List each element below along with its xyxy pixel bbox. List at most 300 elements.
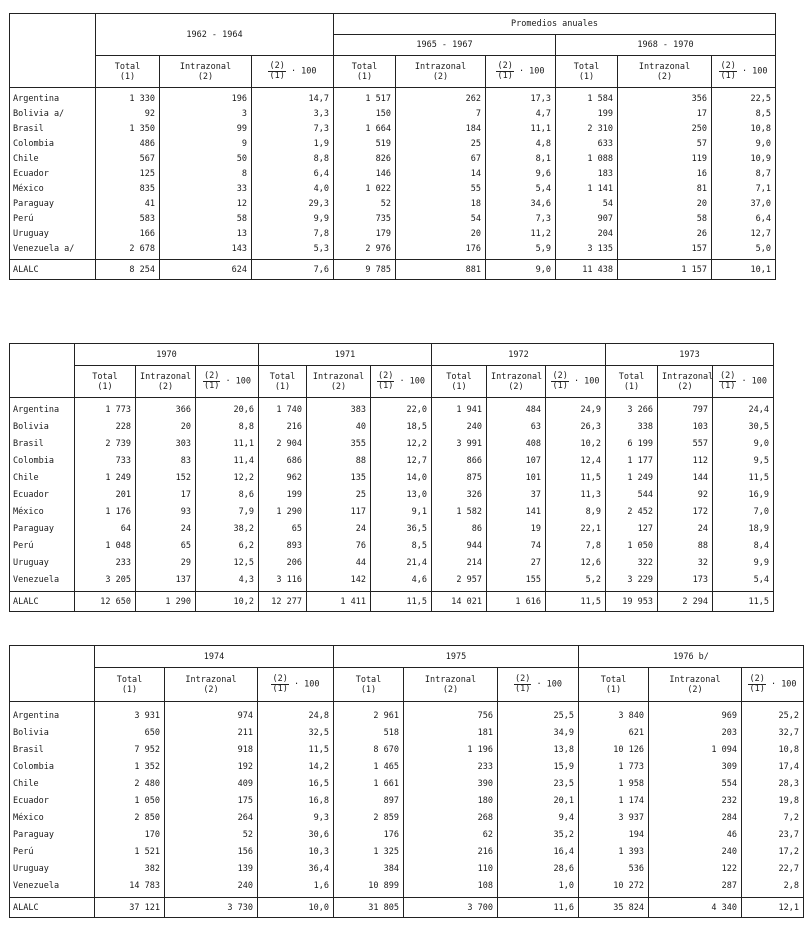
column-header	[618, 56, 712, 88]
table-cell: 8,7	[712, 167, 776, 182]
table-cell: 86	[432, 521, 487, 538]
table-cell: 5,4	[486, 182, 556, 197]
period-header: 1971	[259, 344, 432, 366]
table-cell: 9,3	[258, 810, 334, 827]
table-cell: 18,9	[713, 521, 774, 538]
table-cell: 5,4	[713, 572, 774, 589]
table-cell: 22,0	[371, 402, 432, 419]
table-cell: 58	[618, 212, 712, 227]
row-label: Perú	[10, 538, 75, 555]
table-cell: 14,0	[371, 470, 432, 487]
table-cell: 11,2	[486, 227, 556, 242]
ratio-denominator: (1)	[719, 381, 736, 391]
table-cell: 3 840	[579, 708, 649, 725]
table-cell: 33	[160, 182, 252, 197]
table-cell: 284	[649, 810, 742, 827]
column-header	[396, 56, 486, 88]
ratio-numerator: (2)	[377, 371, 394, 381]
ratio-suffix: · 100	[293, 679, 320, 690]
table-row	[10, 810, 804, 827]
table-cell: 50	[160, 152, 252, 167]
table-cell: 8,8	[252, 152, 334, 167]
table-cell: 26	[618, 227, 712, 242]
table-row	[10, 538, 774, 555]
table-cell: 10,2	[546, 436, 606, 453]
table-cell: 303	[136, 436, 196, 453]
table-cell: 3,3	[252, 107, 334, 122]
table-cell: 7,9	[196, 504, 259, 521]
column-header-number: (2)	[442, 684, 459, 695]
total-cell: 31 805	[334, 898, 404, 918]
table-cell: 8 670	[334, 742, 404, 759]
table-cell: 11,1	[486, 122, 556, 137]
table-cell: 199	[259, 487, 307, 504]
table-row	[10, 742, 804, 759]
column-header	[334, 56, 396, 88]
table-row	[10, 504, 774, 521]
table-cell: 3 991	[432, 436, 487, 453]
column-header-label: Total	[92, 371, 118, 382]
table-cell: 1 088	[556, 152, 618, 167]
table-cell: 3 931	[95, 708, 165, 725]
table-cell: 944	[432, 538, 487, 555]
table-cell: 797	[658, 402, 713, 419]
column-header-number: (2)	[687, 684, 703, 695]
table-cell: 907	[556, 212, 618, 227]
table-cell: 62	[404, 827, 498, 844]
table-cell: 13,8	[498, 742, 579, 759]
table-cell: 7,2	[742, 810, 804, 827]
total-cell: 11,6	[498, 898, 579, 918]
table-cell: 10,8	[742, 742, 804, 759]
table-cell: 143	[160, 242, 252, 257]
table-cell: 1 521	[95, 844, 165, 861]
total-cell: 1 616	[487, 592, 546, 612]
table-cell: 1 941	[432, 402, 487, 419]
table-cell: 1 584	[556, 92, 618, 107]
table-cell: 974	[165, 708, 258, 725]
row-label: Argentina	[10, 708, 95, 725]
column-header	[713, 366, 774, 398]
table-row	[10, 182, 776, 197]
period-header: 1965 - 1967	[334, 35, 556, 56]
row-label: Brasil	[10, 742, 95, 759]
table-cell: 484	[487, 402, 546, 419]
ratio-fraction	[719, 62, 736, 81]
table-cell: 3	[160, 107, 252, 122]
table-cell: 9,5	[713, 453, 774, 470]
table-cell: 16,8	[258, 793, 334, 810]
column-header-label: Total	[618, 371, 645, 382]
table-cell: 14,7	[252, 92, 334, 107]
table-cell: 107	[487, 453, 546, 470]
table-cell: 264	[165, 810, 258, 827]
table-cell: 9,4	[498, 810, 579, 827]
table-cell: 183	[556, 167, 618, 182]
ratio-suffix: · 100	[741, 376, 768, 387]
table-cell: 1 177	[606, 453, 658, 470]
row-label: Paraguay	[10, 197, 96, 212]
total-cell: 1 157	[618, 260, 712, 280]
table-cell: 918	[165, 742, 258, 759]
ratio-numerator: (2)	[272, 674, 288, 684]
table-cell: 34,6	[486, 197, 556, 212]
table-cell: 206	[259, 555, 307, 572]
table-cell: 1 050	[95, 793, 165, 810]
table-cell: 1 290	[259, 504, 307, 521]
table-cell: 10,8	[712, 122, 776, 137]
table-cell: 969	[649, 708, 742, 725]
total-cell: 881	[396, 260, 486, 280]
table-cell: 6,4	[252, 167, 334, 182]
table-cell: 144	[658, 470, 713, 487]
column-header-number: (1)	[356, 71, 373, 82]
column-header-label: Total	[355, 674, 382, 685]
table-cell: 409	[165, 776, 258, 793]
table-cell: 835	[96, 182, 160, 197]
table-cell: 30,6	[258, 827, 334, 844]
table-cell: 1 661	[334, 776, 404, 793]
table-cell: 366	[136, 402, 196, 419]
table-cell: 9,9	[252, 212, 334, 227]
total-cell: 11,5	[713, 592, 774, 612]
table-cell: 83	[136, 453, 196, 470]
table-cell: 117	[307, 504, 371, 521]
table-cell: 172	[658, 504, 713, 521]
table-cell: 383	[307, 402, 371, 419]
table-cell: 16	[618, 167, 712, 182]
table-cell: 44	[307, 555, 371, 572]
column-header-number: (2)	[677, 381, 693, 392]
total-cell: 35 824	[579, 898, 649, 918]
total-label: ALALC	[10, 260, 96, 280]
table-cell: 150	[334, 107, 396, 122]
table-cell: 12,7	[371, 453, 432, 470]
table-cell: 103	[658, 419, 713, 436]
table-cell: 650	[95, 725, 165, 742]
table-cell: 5,9	[486, 242, 556, 257]
table-cell: 2 961	[334, 708, 404, 725]
total-cell: 1 290	[136, 592, 196, 612]
row-label: Brasil	[10, 436, 75, 453]
total-cell: 19 953	[606, 592, 658, 612]
table-cell: 536	[579, 861, 649, 878]
ratio-numerator: (2)	[552, 371, 568, 381]
table-cell: 20	[618, 197, 712, 212]
table-cell: 194	[579, 827, 649, 844]
table-cell: 16,9	[713, 487, 774, 504]
table-cell: 35,2	[498, 827, 579, 844]
table-cell: 567	[96, 152, 160, 167]
period-header: 1972	[432, 344, 606, 366]
table-cell: 1 196	[404, 742, 498, 759]
table-cell: 6,2	[196, 538, 259, 555]
table-cell: 554	[649, 776, 742, 793]
table-cell: 176	[396, 242, 486, 257]
table-row	[10, 122, 776, 137]
table-cell: 735	[334, 212, 396, 227]
row-label: Paraguay	[10, 521, 75, 538]
table-cell: 137	[136, 572, 196, 589]
table-row	[10, 197, 776, 212]
total-cell: 10,2	[196, 592, 259, 612]
table-cell: 390	[404, 776, 498, 793]
total-cell: 11,5	[371, 592, 432, 612]
table-cell: 15,9	[498, 759, 579, 776]
row-label: Perú	[10, 844, 95, 861]
total-row	[10, 260, 776, 280]
table-cell: 67	[396, 152, 486, 167]
column-header	[579, 668, 649, 702]
total-cell: 12 650	[75, 592, 136, 612]
table-cell: 1 249	[75, 470, 136, 487]
table-cell: 201	[75, 487, 136, 504]
column-header-number: (1)	[451, 381, 467, 392]
table-cell: 23,5	[498, 776, 579, 793]
table-cell: 621	[579, 725, 649, 742]
row-label: Ecuador	[10, 793, 95, 810]
period-header: 1968 - 1970	[556, 35, 776, 56]
table-cell: 203	[649, 725, 742, 742]
table-row	[10, 137, 776, 152]
table-cell: 519	[334, 137, 396, 152]
column-header-label: Intrazonal	[491, 371, 543, 382]
table-cell: 6 199	[606, 436, 658, 453]
total-cell: 14 021	[432, 592, 487, 612]
table-cell: 54	[556, 197, 618, 212]
table-cell: 30,5	[713, 419, 774, 436]
table-cell: 157	[618, 242, 712, 257]
table-cell: 10,9	[712, 152, 776, 167]
table-cell: 1 352	[95, 759, 165, 776]
table-cell: 8,8	[196, 419, 259, 436]
table-cell: 26,3	[546, 419, 606, 436]
total-cell: 10,1	[712, 260, 776, 280]
column-header-label: Intrazonal	[424, 674, 477, 685]
column-header-label: Intrazonal	[185, 674, 237, 685]
table-cell: 99	[160, 122, 252, 137]
column-header	[136, 366, 196, 398]
column-header-label: Intrazonal	[179, 61, 232, 72]
table-cell: 3 116	[259, 572, 307, 589]
table-cell: 287	[649, 878, 742, 895]
table-cell: 108	[404, 878, 498, 895]
table-cell: 583	[96, 212, 160, 227]
table-cell: 6,4	[712, 212, 776, 227]
column-header-number: (2)	[330, 381, 347, 392]
table-cell: 12,7	[712, 227, 776, 242]
table-cell: 180	[404, 793, 498, 810]
total-cell: 1 411	[307, 592, 371, 612]
column-header-number: (1)	[121, 684, 138, 695]
row-label: Venezuela	[10, 878, 95, 895]
row-label: Ecuador	[10, 487, 75, 504]
ratio-denominator: (1)	[203, 381, 220, 391]
period-header: 1976 b/	[579, 646, 804, 668]
table-cell: 893	[259, 538, 307, 555]
table-cell: 216	[404, 844, 498, 861]
table-cell: 4,3	[196, 572, 259, 589]
table-cell: 8	[160, 167, 252, 182]
table-cell: 14 783	[95, 878, 165, 895]
table-row	[10, 419, 774, 436]
table-cell: 74	[487, 538, 546, 555]
table-cell: 13,0	[371, 487, 432, 504]
table-cell: 240	[432, 419, 487, 436]
table-cell: 1,9	[252, 137, 334, 152]
table-cell: 18,5	[371, 419, 432, 436]
column-header	[546, 366, 606, 398]
ratio-numerator: (2)	[514, 674, 531, 684]
column-header-number: (2)	[197, 71, 214, 82]
table-row	[10, 402, 774, 419]
table-cell: 1 740	[259, 402, 307, 419]
table-cell: 7,3	[486, 212, 556, 227]
table-row	[10, 878, 804, 895]
table-cell: 262	[396, 92, 486, 107]
table-cell: 11,1	[196, 436, 259, 453]
table-cell: 10,3	[258, 844, 334, 861]
ratio-denominator: (1)	[377, 381, 394, 391]
table-cell: 216	[259, 419, 307, 436]
table-cell: 88	[658, 538, 713, 555]
table-cell: 240	[165, 878, 258, 895]
table-cell: 170	[95, 827, 165, 844]
table-cell: 382	[95, 861, 165, 878]
table-cell: 58	[160, 212, 252, 227]
table-row	[10, 487, 774, 504]
ratio-fraction	[719, 372, 736, 391]
table-cell: 7	[396, 107, 486, 122]
total-cell: 10,0	[258, 898, 334, 918]
table-cell: 686	[259, 453, 307, 470]
table-cell: 24,4	[713, 402, 774, 419]
total-cell: 9 785	[334, 260, 396, 280]
table-row	[10, 152, 776, 167]
column-header	[252, 56, 334, 88]
row-label: Argentina	[10, 402, 75, 419]
table-cell: 1 141	[556, 182, 618, 197]
table-cell: 228	[75, 419, 136, 436]
table-cell: 309	[649, 759, 742, 776]
table-cell: 268	[404, 810, 498, 827]
column-header-number: (2)	[157, 381, 174, 392]
table-row	[10, 844, 804, 861]
table-cell: 32	[658, 555, 713, 572]
table-cell: 32,5	[258, 725, 334, 742]
table-cell: 25,5	[498, 708, 579, 725]
column-header-label: Total	[446, 371, 472, 382]
table-cell: 125	[96, 167, 160, 182]
table-cell: 1 330	[96, 92, 160, 107]
table-1962-1970	[9, 13, 776, 280]
ratio-numerator: (2)	[749, 674, 765, 684]
table-cell: 2,8	[742, 878, 804, 895]
table-cell: 152	[136, 470, 196, 487]
table-cell: 21,4	[371, 555, 432, 572]
table-cell: 1 050	[606, 538, 658, 555]
table-cell: 29	[136, 555, 196, 572]
ratio-fraction	[271, 675, 288, 694]
table-row	[10, 212, 776, 227]
ratio-suffix: · 100	[573, 376, 600, 387]
column-header	[556, 56, 618, 88]
column-header-label: Intrazonal	[414, 61, 467, 72]
table-cell: 2 678	[96, 242, 160, 257]
table-cell: 338	[606, 419, 658, 436]
table-cell: 8,4	[713, 538, 774, 555]
table-cell: 8,9	[546, 504, 606, 521]
table-cell: 142	[307, 572, 371, 589]
table-cell: 1 174	[579, 793, 649, 810]
table-cell: 19,8	[742, 793, 804, 810]
total-cell: 11 438	[556, 260, 618, 280]
table-cell: 29,3	[252, 197, 334, 212]
row-label: Venezuela	[10, 572, 75, 589]
ratio-numerator: (2)	[203, 371, 220, 381]
table-cell: 17,3	[486, 92, 556, 107]
column-header	[432, 366, 487, 398]
table-cell: 7,3	[252, 122, 334, 137]
column-header	[95, 668, 165, 702]
table-cell: 384	[334, 861, 404, 878]
table-row	[10, 827, 804, 844]
table-cell: 7,0	[713, 504, 774, 521]
table-cell: 4,7	[486, 107, 556, 122]
table-row	[10, 759, 804, 776]
table-cell: 127	[606, 521, 658, 538]
column-header	[404, 668, 498, 702]
table-cell: 146	[334, 167, 396, 182]
row-label: Colombia	[10, 759, 95, 776]
table-cell: 36,5	[371, 521, 432, 538]
table-cell: 1 465	[334, 759, 404, 776]
ratio-numerator: (2)	[720, 61, 736, 71]
column-header-label: Total	[269, 371, 296, 382]
ratio-numerator: (2)	[269, 61, 285, 71]
table-cell: 3 937	[579, 810, 649, 827]
table-cell: 5,3	[252, 242, 334, 257]
table-cell: 19	[487, 521, 546, 538]
table-cell: 1,6	[258, 878, 334, 895]
table-cell: 55	[396, 182, 486, 197]
table-cell: 199	[556, 107, 618, 122]
column-header	[712, 56, 776, 88]
corner-cell	[10, 344, 75, 398]
table-cell: 12	[160, 197, 252, 212]
table-cell: 34,9	[498, 725, 579, 742]
total-cell: 3 730	[165, 898, 258, 918]
column-header	[486, 56, 556, 88]
table-cell: 135	[307, 470, 371, 487]
column-header-number: (1)	[119, 71, 136, 82]
total-cell: 8 254	[96, 260, 160, 280]
table-cell: 25	[396, 137, 486, 152]
total-cell: 37 121	[95, 898, 165, 918]
column-header-label: Intrazonal	[140, 371, 192, 382]
table-cell: 20,6	[196, 402, 259, 419]
table-cell: 1 094	[649, 742, 742, 759]
column-header-number: (2)	[432, 71, 449, 82]
table-cell: 32,7	[742, 725, 804, 742]
column-header	[649, 668, 742, 702]
total-label: ALALC	[10, 898, 95, 918]
table-cell: 141	[487, 504, 546, 521]
row-label: Chile	[10, 152, 96, 167]
table-1970-1973	[9, 343, 774, 612]
table-cell: 12,4	[546, 453, 606, 470]
ratio-fraction	[268, 62, 285, 81]
